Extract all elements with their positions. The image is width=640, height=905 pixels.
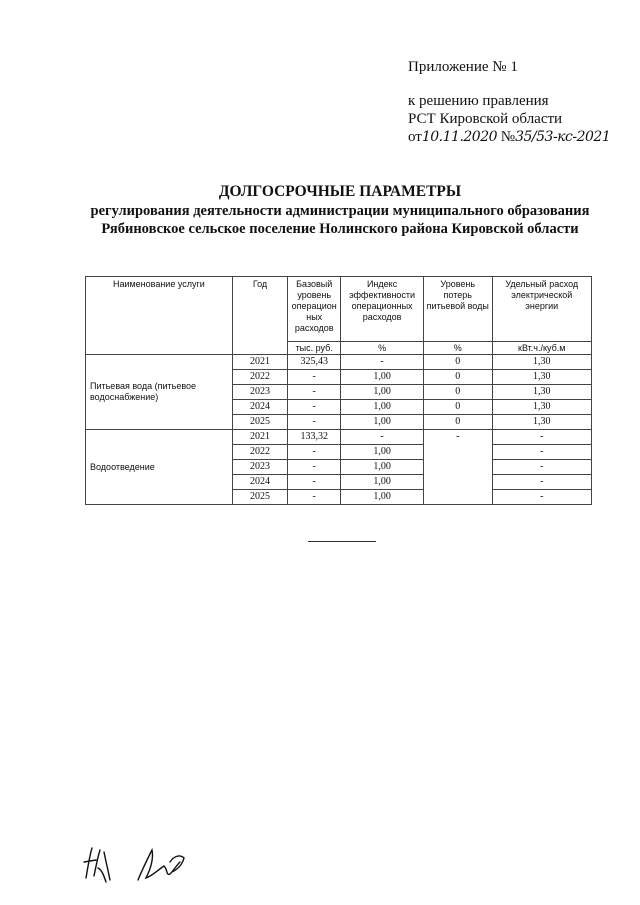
cell-index: 1,00: [341, 385, 424, 400]
cell-index: 1,00: [341, 445, 424, 460]
signature-marks: [80, 840, 210, 890]
cell-base: -: [288, 370, 341, 385]
cell-year: 2021: [232, 355, 287, 370]
cell-base: -: [288, 400, 341, 415]
parameters-table: [85, 276, 592, 505]
unit-index: %: [341, 342, 424, 355]
cell-base: 133,32: [288, 430, 341, 445]
cell-loss: 0: [423, 370, 492, 385]
cell-index: -: [341, 430, 424, 445]
cell-index: -: [341, 355, 424, 370]
cell-energy: -: [492, 490, 591, 505]
cell-index: 1,00: [341, 415, 424, 430]
date-prefix: от: [408, 129, 422, 145]
table-header-row: [86, 277, 592, 342]
annex-title: Приложение № 1: [408, 59, 518, 75]
cell-energy: 1,30: [492, 400, 591, 415]
cell-index: 1,00: [341, 475, 424, 490]
cell-base: -: [288, 475, 341, 490]
unit-base: тыс. руб.: [288, 342, 341, 355]
cell-base: -: [288, 415, 341, 430]
cell-year: 2025: [232, 415, 287, 430]
service-name: Питьевая вода (питьевое водоснабжение): [86, 355, 233, 430]
header-loss: Уровень потерь питьевой воды: [423, 277, 492, 342]
service-name: Водоотведение: [86, 430, 233, 505]
cell-loss-merged: -: [423, 430, 492, 505]
cell-energy: 1,30: [492, 370, 591, 385]
cell-energy: 1,30: [492, 355, 591, 370]
separator-line: [308, 541, 376, 542]
page-subtitle: регулирования деятельности администрации муниципального образования Рябиновское сельское поселение Нолинского района Кировской области: [90, 203, 590, 237]
cell-loss: 0: [423, 400, 492, 415]
cell-loss: 0: [423, 415, 492, 430]
cell-loss: 0: [423, 385, 492, 400]
cell-index: 1,00: [341, 460, 424, 475]
unit-loss: %: [423, 342, 492, 355]
number-prefix: №: [500, 129, 516, 145]
decision-date: 10.11.2020: [421, 129, 498, 145]
header-base: Базовый уровень операцион ных расходов: [288, 277, 341, 342]
annex-block: [408, 58, 610, 146]
cell-energy: 1,30: [492, 415, 591, 430]
table-row: [86, 355, 592, 370]
annex-date-line: [408, 128, 610, 146]
cell-year: 2025: [232, 490, 287, 505]
cell-base: 325,43: [288, 355, 341, 370]
cell-energy: -: [492, 430, 591, 445]
cell-base: -: [288, 490, 341, 505]
unit-energy: кВт.ч./куб.м: [492, 342, 591, 355]
annex-decision: к решению правления: [408, 93, 549, 109]
page-title: ДОЛГОСРОЧНЫЕ ПАРАМЕТРЫ: [218, 183, 462, 200]
header-service: Наименование услуги: [86, 277, 233, 355]
cell-energy: -: [492, 460, 591, 475]
cell-index: 1,00: [341, 370, 424, 385]
signatures: [80, 840, 210, 895]
cell-index: 1,00: [341, 400, 424, 415]
cell-base: -: [288, 460, 341, 475]
cell-year: 2021: [232, 430, 287, 445]
cell-energy: -: [492, 475, 591, 490]
cell-base: -: [288, 385, 341, 400]
cell-year: 2023: [232, 460, 287, 475]
cell-index: 1,00: [341, 490, 424, 505]
cell-year: 2024: [232, 400, 287, 415]
cell-year: 2022: [232, 370, 287, 385]
cell-year: 2024: [232, 475, 287, 490]
cell-year: 2022: [232, 445, 287, 460]
cell-base: -: [288, 445, 341, 460]
cell-loss: 0: [423, 355, 492, 370]
header-index: Индекс эффективности операционных расходов: [341, 277, 424, 342]
cell-year: 2023: [232, 385, 287, 400]
cell-energy: -: [492, 445, 591, 460]
header-year: Год: [232, 277, 287, 355]
table-row: [86, 430, 592, 445]
decision-number: 35/53-кс-2021: [515, 129, 611, 145]
annex-org: РСТ Кировской области: [408, 111, 563, 127]
header-energy: Удельный расход электрической энергии: [492, 277, 591, 342]
cell-energy: 1,30: [492, 385, 591, 400]
